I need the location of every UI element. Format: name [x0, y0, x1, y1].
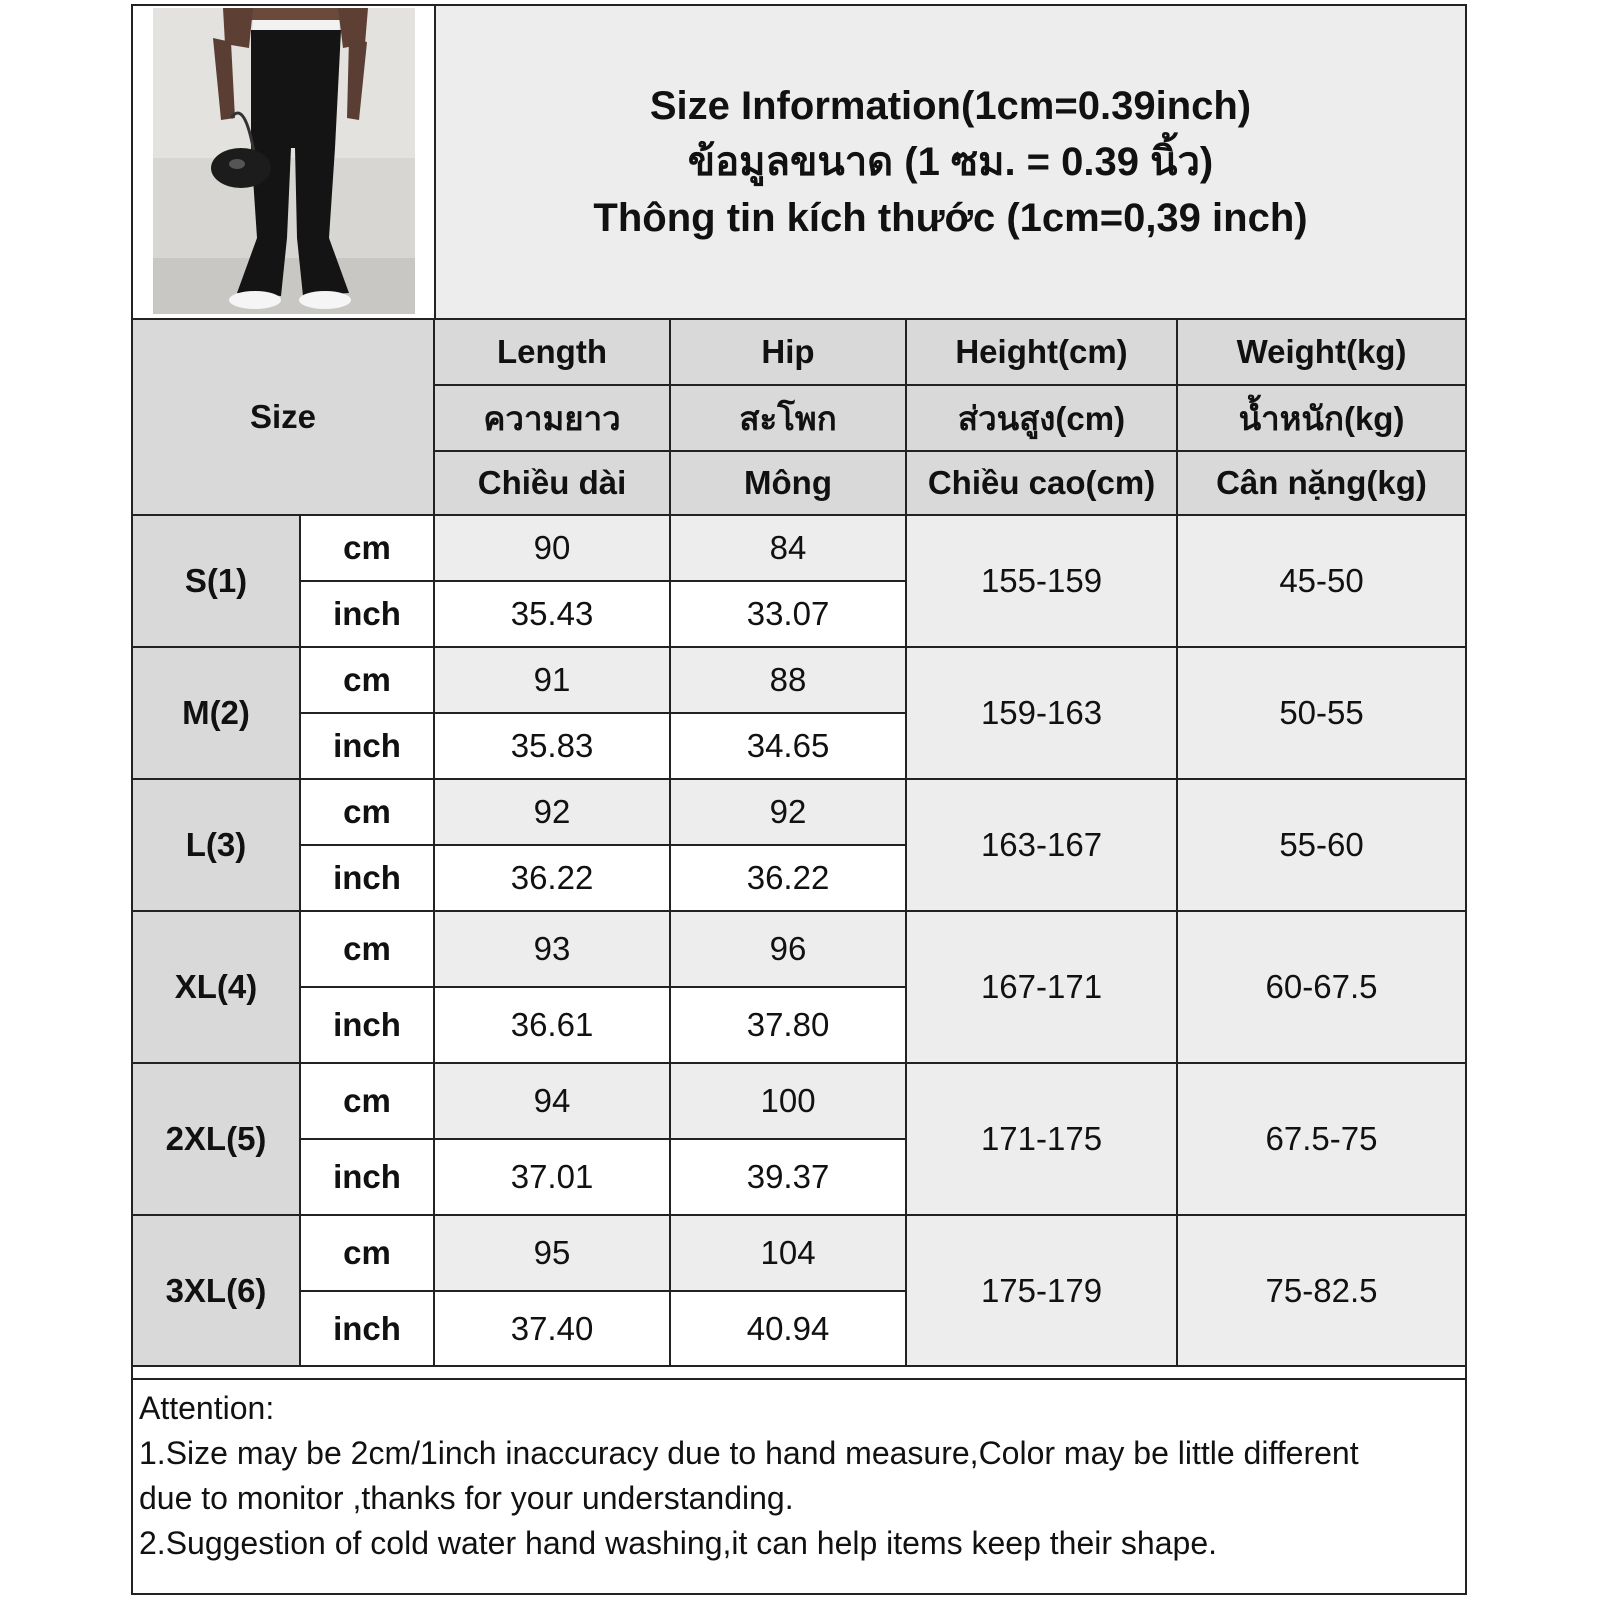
col-length-vi: Chiều dài: [434, 451, 670, 515]
unit-cm: cm: [300, 779, 434, 845]
col-weight-en: Weight(kg): [1177, 320, 1465, 385]
product-photo: [153, 8, 415, 314]
hip-cm: 96: [670, 911, 906, 987]
hip-cm: 92: [670, 779, 906, 845]
col-weight-vi: Cân nặng(kg): [1177, 451, 1465, 515]
length-cm: 92: [434, 779, 670, 845]
size-3xl: 3XL(6): [133, 1215, 300, 1366]
hip-inch: 36.22: [670, 845, 906, 911]
hip-inch: 40.94: [670, 1291, 906, 1366]
length-inch: 36.22: [434, 845, 670, 911]
unit-inch: inch: [300, 581, 434, 647]
col-height-th: ส่วนสูง(cm): [906, 385, 1177, 451]
unit-inch: inch: [300, 987, 434, 1063]
unit-cm: cm: [300, 515, 434, 581]
size-chart: [131, 4, 1467, 1595]
size-s: S(1): [133, 515, 300, 647]
length-cm: 95: [434, 1215, 670, 1291]
notes-line-1: 1.Size may be 2cm/1inch inaccuracy due to hand measure,Color may be little different: [139, 1435, 1359, 1471]
unit-cm: cm: [300, 1063, 434, 1139]
title-english: Size Information(1cm=0.39inch): [649, 84, 1252, 128]
length-inch: 37.01: [434, 1139, 670, 1215]
unit-inch: inch: [300, 713, 434, 779]
hip-inch: 39.37: [670, 1139, 906, 1215]
unit-cm: cm: [300, 911, 434, 987]
hip-cm: 84: [670, 515, 906, 581]
size-m: M(2): [133, 647, 300, 779]
weight-range: 75-82.5: [1177, 1215, 1465, 1366]
hip-cm: 104: [670, 1215, 906, 1291]
height-range: 167-171: [906, 911, 1177, 1063]
unit-inch: inch: [300, 1291, 434, 1366]
hip-inch: 37.80: [670, 987, 906, 1063]
hip-cm: 100: [670, 1063, 906, 1139]
col-hip-vi: Mông: [670, 451, 906, 515]
size-l: L(3): [133, 779, 300, 911]
weight-range: 50-55: [1177, 647, 1465, 779]
length-inch: 36.61: [434, 987, 670, 1063]
weight-range: 67.5-75: [1177, 1063, 1465, 1215]
size-header: Size: [133, 320, 434, 515]
height-range: 163-167: [906, 779, 1177, 911]
notes-line-3: 2.Suggestion of cold water hand washing,it can help items keep their shape.: [139, 1525, 1217, 1561]
title-thai: ข้อมูลขนาด (1 ซม. = 0.39 นิ้ว): [687, 140, 1214, 184]
col-hip-en: Hip: [670, 320, 906, 385]
col-height-vi: Chiều cao(cm): [906, 451, 1177, 515]
unit-inch: inch: [300, 845, 434, 911]
notes-line-2: due to monitor ,thanks for your understanding.: [139, 1480, 794, 1516]
height-range: 155-159: [906, 515, 1177, 647]
col-length-en: Length: [434, 320, 670, 385]
length-inch: 37.40: [434, 1291, 670, 1366]
length-cm: 91: [434, 647, 670, 713]
size-xl: XL(4): [133, 911, 300, 1063]
hip-inch: 34.65: [670, 713, 906, 779]
weight-range: 55-60: [1177, 779, 1465, 911]
notes-heading: Attention:: [139, 1390, 275, 1426]
length-inch: 35.43: [434, 581, 670, 647]
unit-cm: cm: [300, 1215, 434, 1291]
size-info-title: [436, 6, 1465, 318]
height-range: 175-179: [906, 1215, 1177, 1366]
length-cm: 94: [434, 1063, 670, 1139]
height-range: 171-175: [906, 1063, 1177, 1215]
length-cm: 93: [434, 911, 670, 987]
length-cm: 90: [434, 515, 670, 581]
weight-range: 45-50: [1177, 515, 1465, 647]
title-vietnamese: Thông tin kích thước (1cm=0,39 inch): [593, 196, 1308, 240]
col-height-en: Height(cm): [906, 320, 1177, 385]
size-2xl: 2XL(5): [133, 1063, 300, 1215]
weight-range: 60-67.5: [1177, 911, 1465, 1063]
unit-inch: inch: [300, 1139, 434, 1215]
col-weight-th: น้ำหนัก(kg): [1177, 385, 1465, 451]
col-length-th: ความยาว: [434, 385, 670, 451]
height-range: 159-163: [906, 647, 1177, 779]
product-photo-cell: [133, 6, 436, 318]
header-area: [133, 6, 1465, 320]
unit-cm: cm: [300, 647, 434, 713]
hip-cm: 88: [670, 647, 906, 713]
hip-inch: 33.07: [670, 581, 906, 647]
col-hip-th: สะโพก: [670, 385, 906, 451]
length-inch: 35.83: [434, 713, 670, 779]
size-table: [133, 320, 1465, 1367]
attention-notes: [133, 1378, 1465, 1595]
